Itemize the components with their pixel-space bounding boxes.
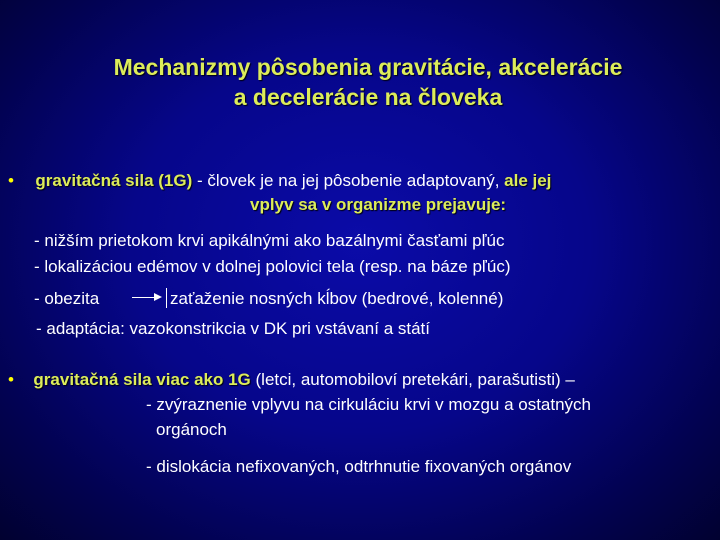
title-line-1: Mechanizmy pôsobenia gravitácie, akcelerácie	[113, 54, 623, 80]
section2-term: gravitačná sila viac ako 1G	[33, 370, 251, 389]
bullet-2: •	[8, 370, 14, 389]
vertical-bar	[166, 288, 167, 308]
arrow-right-icon	[154, 293, 162, 301]
obezita-consequence: zaťaženie nosných kĺbov (bedrové, kolenné)	[170, 289, 504, 308]
slide-title	[0, 52, 720, 112]
title-line-2: a decelerácie na človeka	[233, 84, 503, 110]
section1-first-line	[8, 170, 551, 192]
section2-first-line	[8, 369, 575, 391]
section2-line-2: - zvýraznenie vplyvu na cirkuláciu krvi v mozgu a ostatných	[146, 395, 592, 414]
section1-term: gravitačná sila (1G)	[35, 171, 193, 190]
section2-line-4: - dislokácia nefixovaných, odtrhnutie fixovaných orgánov	[146, 457, 572, 476]
adaptacia-item: - adaptácia: vazokonstrikcia v DK pri vstávaní a státí	[36, 319, 431, 338]
bullet-1: •	[8, 171, 14, 190]
section1-item-2: - lokalizáciou edémov v dolnej polovici tela (resp. na báze pľúc)	[34, 257, 511, 276]
obezita-label: - obezita	[34, 289, 100, 308]
section1-second-line: vplyv sa v organizme prejavuje:	[250, 195, 507, 214]
section1-emph-tail: ale jej	[504, 171, 552, 190]
section1-text: - človek je na jej pôsobenie adaptovaný,	[192, 171, 505, 190]
section1-item-1: - nižším prietokom krvi apikálnými ako bazálnymi časťami pľúc	[34, 231, 505, 250]
arrow-line	[132, 297, 156, 298]
section2-text: (letci, automobiloví pretekári, parašutisti) –	[250, 370, 575, 389]
section2-line-3: orgánoch	[156, 420, 227, 439]
